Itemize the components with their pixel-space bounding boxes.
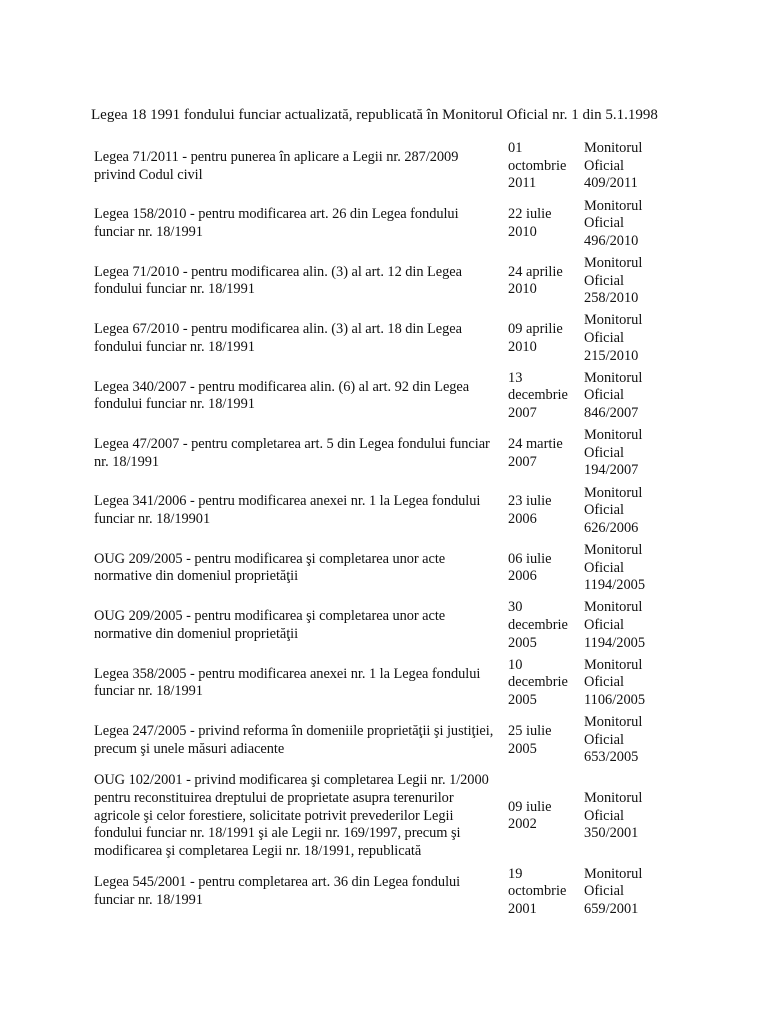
table-row (88, 253, 668, 310)
law-date-line: 19 (508, 865, 523, 882)
law-date-line: 2011 (508, 175, 537, 192)
law-monitor-line: Monitorul (584, 484, 643, 501)
law-monitor-line: Oficial (584, 883, 624, 900)
law-monitor-line: Oficial (584, 559, 624, 576)
law-monitor-line: 215/2010 (584, 347, 639, 364)
table-row (88, 482, 668, 539)
law-monitor (582, 253, 668, 310)
law-date (506, 195, 582, 252)
law-date (506, 863, 582, 920)
law-date-line: 23 iulie (508, 493, 552, 510)
law-date (506, 540, 582, 597)
law-monitor-line: Monitorul (584, 427, 643, 444)
law-date-line: 2007 (508, 405, 537, 422)
law-monitor-line: Monitorul (584, 369, 643, 386)
law-date-line: 2005 (508, 634, 537, 651)
table-row (88, 597, 668, 654)
law-monitor (582, 310, 668, 367)
law-date-line: 13 (508, 369, 523, 386)
document-title: Legea 18 1991 fondului funciar actualizată, republicată în Monitorul Oficial nr. 1 din 5.1.1998 (91, 107, 658, 123)
table-row (88, 863, 668, 920)
law-date-line: decembrie (508, 387, 568, 404)
law-monitor (582, 368, 668, 425)
law-monitor (582, 597, 668, 654)
law-monitor-line: Oficial (584, 502, 624, 519)
law-monitor (582, 195, 668, 252)
law-title: Legea 67/2010 - pentru modificarea alin. (3) al art. 18 din Legea fondului funciar nr. 18/1991 (94, 321, 462, 355)
law-title: Legea 340/2007 - pentru modificarea alin. (6) al art. 92 din Legea fondului funciar nr. 18/1991 (94, 378, 470, 413)
law-date-line: 24 martie (508, 436, 563, 453)
law-date-line: decembrie (508, 674, 568, 691)
table-row (88, 769, 668, 863)
table-row (88, 540, 668, 597)
laws-table (88, 138, 668, 921)
law-monitor-line: Monitorul (584, 865, 643, 882)
law-date (506, 138, 582, 195)
law-monitor-line: 653/2005 (584, 749, 639, 766)
law-monitor-line: 659/2001 (584, 900, 639, 917)
law-monitor (582, 425, 668, 482)
law-date-line: 30 (508, 599, 523, 616)
table-row (88, 138, 668, 195)
law-monitor-line: 258/2010 (584, 290, 639, 307)
law-monitor-line: 350/2001 (584, 825, 639, 842)
law-monitor-line: 1106/2005 (584, 692, 646, 708)
law-title: Legea 47/2007 - pentru completarea art. 5 din Legea fondului funciar nr. 18/1991 (94, 436, 490, 470)
law-title: Legea 358/2005 - pentru modificarea anexei nr. 1 la Legea fondului funciar nr. 18/1991 (94, 665, 481, 700)
law-monitor-line: Monitorul (584, 312, 643, 329)
law-monitor-line: Monitorul (584, 255, 643, 272)
law-title: Legea 545/2001 - pentru completarea art. 36 din Legea fondului funciar nr. 18/1991 (94, 874, 461, 908)
law-title: OUG 102/2001 - privind modificarea şi completarea Legii nr. 1/2000 pentru reconstituirea dreptului de proprietate asupra terenurilor agricole şi celor forestiere, solicitate potrivit prevederilor Legii fondului funciar nr. 18/1991 şi ale Legii nr. 169/1997, precum şi modificarea şi completarea Legii nr. 18/1991, republicată (94, 772, 489, 859)
law-monitor-line: Monitorul (584, 656, 643, 673)
law-monitor (582, 482, 668, 539)
law-monitor-line: 1194/2005 (584, 634, 646, 651)
law-date (506, 253, 582, 310)
law-date-line: 2006 (508, 568, 537, 585)
laws-table-body (88, 138, 668, 921)
law-date-line: 01 (508, 140, 523, 157)
law-monitor-line: Oficial (584, 157, 624, 174)
law-monitor-line: Monitorul (584, 714, 643, 731)
law-title: Legea 247/2005 - privind reforma în domeniile proprietăţii şi justiţiei, precum şi unele măsuri adiacente (94, 723, 494, 757)
law-date-line: 2002 (508, 816, 537, 833)
law-monitor-line: Oficial (584, 330, 624, 347)
law-monitor (582, 138, 668, 195)
law-date-line: 2001 (508, 900, 537, 917)
law-monitor-line: 496/2010 (584, 232, 639, 249)
law-monitor (582, 540, 668, 597)
law-date-line: 2005 (508, 740, 537, 757)
law-monitor (582, 712, 668, 769)
law-date-line: decembrie (508, 617, 568, 634)
law-date-line: 09 iulie (508, 798, 552, 815)
law-date-line: 2010 (508, 281, 537, 298)
law-date (506, 482, 582, 539)
law-monitor-line: Oficial (584, 387, 624, 404)
law-date-line: 2005 (508, 692, 537, 708)
law-date-line: 09 aprilie (508, 321, 563, 338)
law-date-line: 10 (508, 656, 523, 673)
law-date (506, 425, 582, 482)
law-date (506, 655, 582, 712)
law-date-line: 2006 (508, 511, 537, 528)
table-row (88, 655, 668, 712)
law-monitor-line: Monitorul (584, 599, 643, 616)
law-date-line: 2007 (508, 453, 537, 470)
law-title: Legea 71/2010 - pentru modificarea alin. (3) al art. 12 din Legea fondului funciar nr. 18/1991 (94, 263, 462, 298)
law-monitor-line: Oficial (584, 215, 624, 232)
law-monitor-line: Monitorul (584, 140, 643, 157)
law-monitor-line: 194/2007 (584, 462, 639, 479)
law-monitor (582, 769, 668, 863)
law-date-line: 25 iulie (508, 723, 552, 739)
law-title: OUG 209/2005 - pentru modificarea şi completarea unor acte normative din domeniul proprietăţii (94, 608, 446, 642)
law-date-line: 22 iulie (508, 206, 552, 223)
law-monitor-line: 626/2006 (584, 519, 639, 536)
law-date-line: 2010 (508, 338, 537, 355)
law-title: Legea 158/2010 - pentru modificarea art. 26 din Legea fondului funciar nr. 18/1991 (94, 206, 459, 241)
law-title: Legea 341/2006 - pentru modificarea anexei nr. 1 la Legea fondului funciar nr. 18/19901 (94, 493, 481, 528)
law-date (506, 712, 582, 769)
law-monitor (582, 655, 668, 712)
law-date (506, 597, 582, 654)
law-date-line: 2010 (508, 224, 537, 241)
table-row (88, 195, 668, 252)
law-monitor-line: Oficial (584, 674, 624, 691)
table-row (88, 368, 668, 425)
law-title: Legea 71/2011 - pentru punerea în aplicare a Legii nr. 287/2009 privind Codul civil (94, 149, 459, 183)
law-date-line: octombrie (508, 157, 567, 174)
law-date-line: octombrie (508, 883, 567, 900)
law-monitor-line: Oficial (584, 807, 624, 824)
law-monitor-line: 1194/2005 (584, 577, 646, 594)
table-row (88, 712, 668, 769)
law-date-line: 06 iulie (508, 550, 552, 567)
law-monitor-line: Monitorul (584, 789, 643, 806)
law-title: OUG 209/2005 - pentru modificarea şi completarea unor acte normative din domeniul proprietăţii (94, 550, 446, 585)
law-date (506, 310, 582, 367)
law-monitor-line: Monitorul (584, 197, 643, 214)
law-monitor-line: Oficial (584, 272, 624, 289)
law-monitor-line: 409/2011 (584, 175, 638, 192)
table-row (88, 310, 668, 367)
law-monitor-line: 846/2007 (584, 405, 639, 422)
law-date (506, 769, 582, 863)
law-monitor (582, 863, 668, 920)
law-monitor-line: Oficial (584, 617, 624, 634)
law-date (506, 368, 582, 425)
law-date-line: 24 aprilie (508, 263, 563, 280)
law-monitor-line: Monitorul (584, 542, 643, 559)
law-monitor-line: Oficial (584, 731, 624, 748)
table-row (88, 425, 668, 482)
law-monitor-line: Oficial (584, 444, 624, 461)
